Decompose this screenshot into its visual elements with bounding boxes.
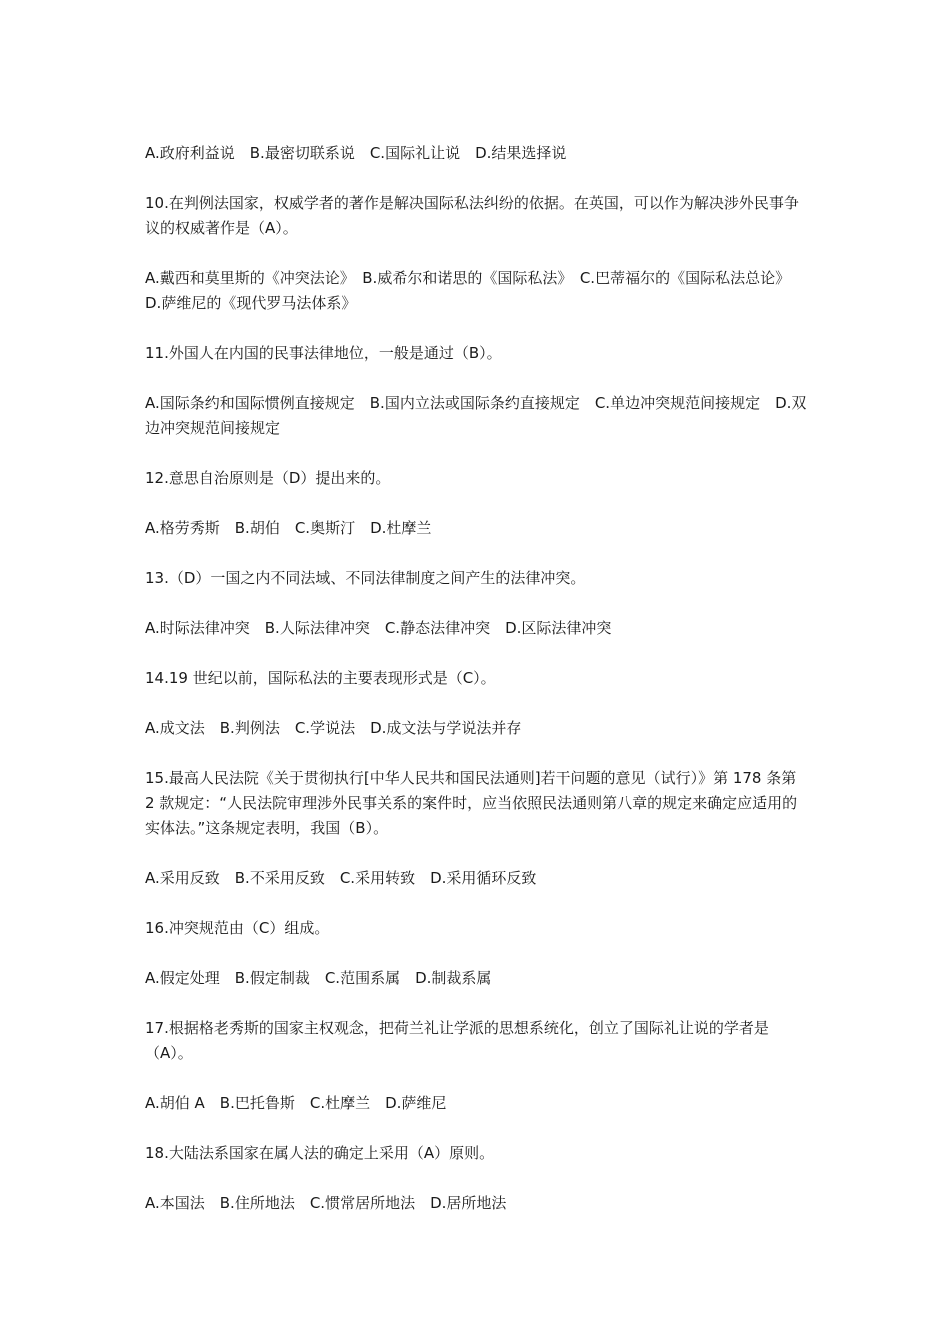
question-16: 16.冲突规范由（C）组成。	[145, 919, 330, 937]
question-18: 18.大陆法系国家在属人法的确定上采用（A）原则。	[145, 1144, 495, 1162]
options-13: A.时际法律冲突 B.人际法律冲突 C.静态法律冲突 D.区际法律冲突	[145, 619, 612, 637]
question-10: 10.在判例法国家，权威学者的著作是解决国际私法纠纷的依据。在英国，可以作为解决涉外民事争议的权威著作是（A）。	[145, 194, 799, 237]
question-11: 11.外国人在内国的民事法律地位，一般是通过（B）。	[145, 344, 502, 362]
options-18: A.本国法 B.住所地法 C.惯常居所地法 D.居所地法	[145, 1194, 507, 1212]
options-10: A.戴西和莫里斯的《冲突法论》 B.威希尔和诺思的《国际私法》 C.巴蒂福尔的《国际私法总论》 D.萨维尼的《现代罗马法体系》	[145, 269, 798, 312]
question-13: 13.（D）一国之内不同法域、不同法律制度之间产生的法律冲突。	[145, 569, 586, 587]
options-15: A.采用反致 B.不采用反致 C.采用转致 D.采用循环反致	[145, 869, 537, 887]
options-17: A.胡伯 A B.巴托鲁斯 C.杜摩兰 D.萨维尼	[145, 1094, 447, 1112]
options-14: A.成文法 B.判例法 C.学说法 D.成文法与学说法并存	[145, 719, 522, 737]
options-9: A.政府利益说 B.最密切联系说 C.国际礼让说 D.结果选择说	[145, 144, 567, 162]
question-17: 17.根据格老秀斯的国家主权观念，把荷兰礼让学派的思想系统化，创立了国际礼让说的学者是（A）。	[145, 1019, 769, 1062]
question-12: 12.意思自治原则是（D）提出来的。	[145, 469, 391, 487]
question-14: 14.19 世纪以前，国际私法的主要表现形式是（C）。	[145, 669, 496, 687]
options-16: A.假定处理 B.假定制裁 C.范围系属 D.制裁系属	[145, 969, 492, 987]
document-page	[145, 141, 810, 1241]
options-11: A.国际条约和国际惯例直接规定 B.国内立法或国际条约直接规定 C.单边冲突规范间接规定 D.双边冲突规范间接规定	[145, 394, 807, 437]
question-15: 15.最高人民法院《关于贯彻执行[中华人民共和国民法通则]若干问题的意见（试行）》第 178 条第 2 款规定：“人民法院审理涉外民事关系的案件时，应当依照民法通则第八章的规定来确定应适用的实体法。”这条规定表明，我国（B）。	[145, 769, 798, 837]
options-12: A.格劳秀斯 B.胡伯 C.奥斯汀 D.杜摩兰	[145, 519, 432, 537]
